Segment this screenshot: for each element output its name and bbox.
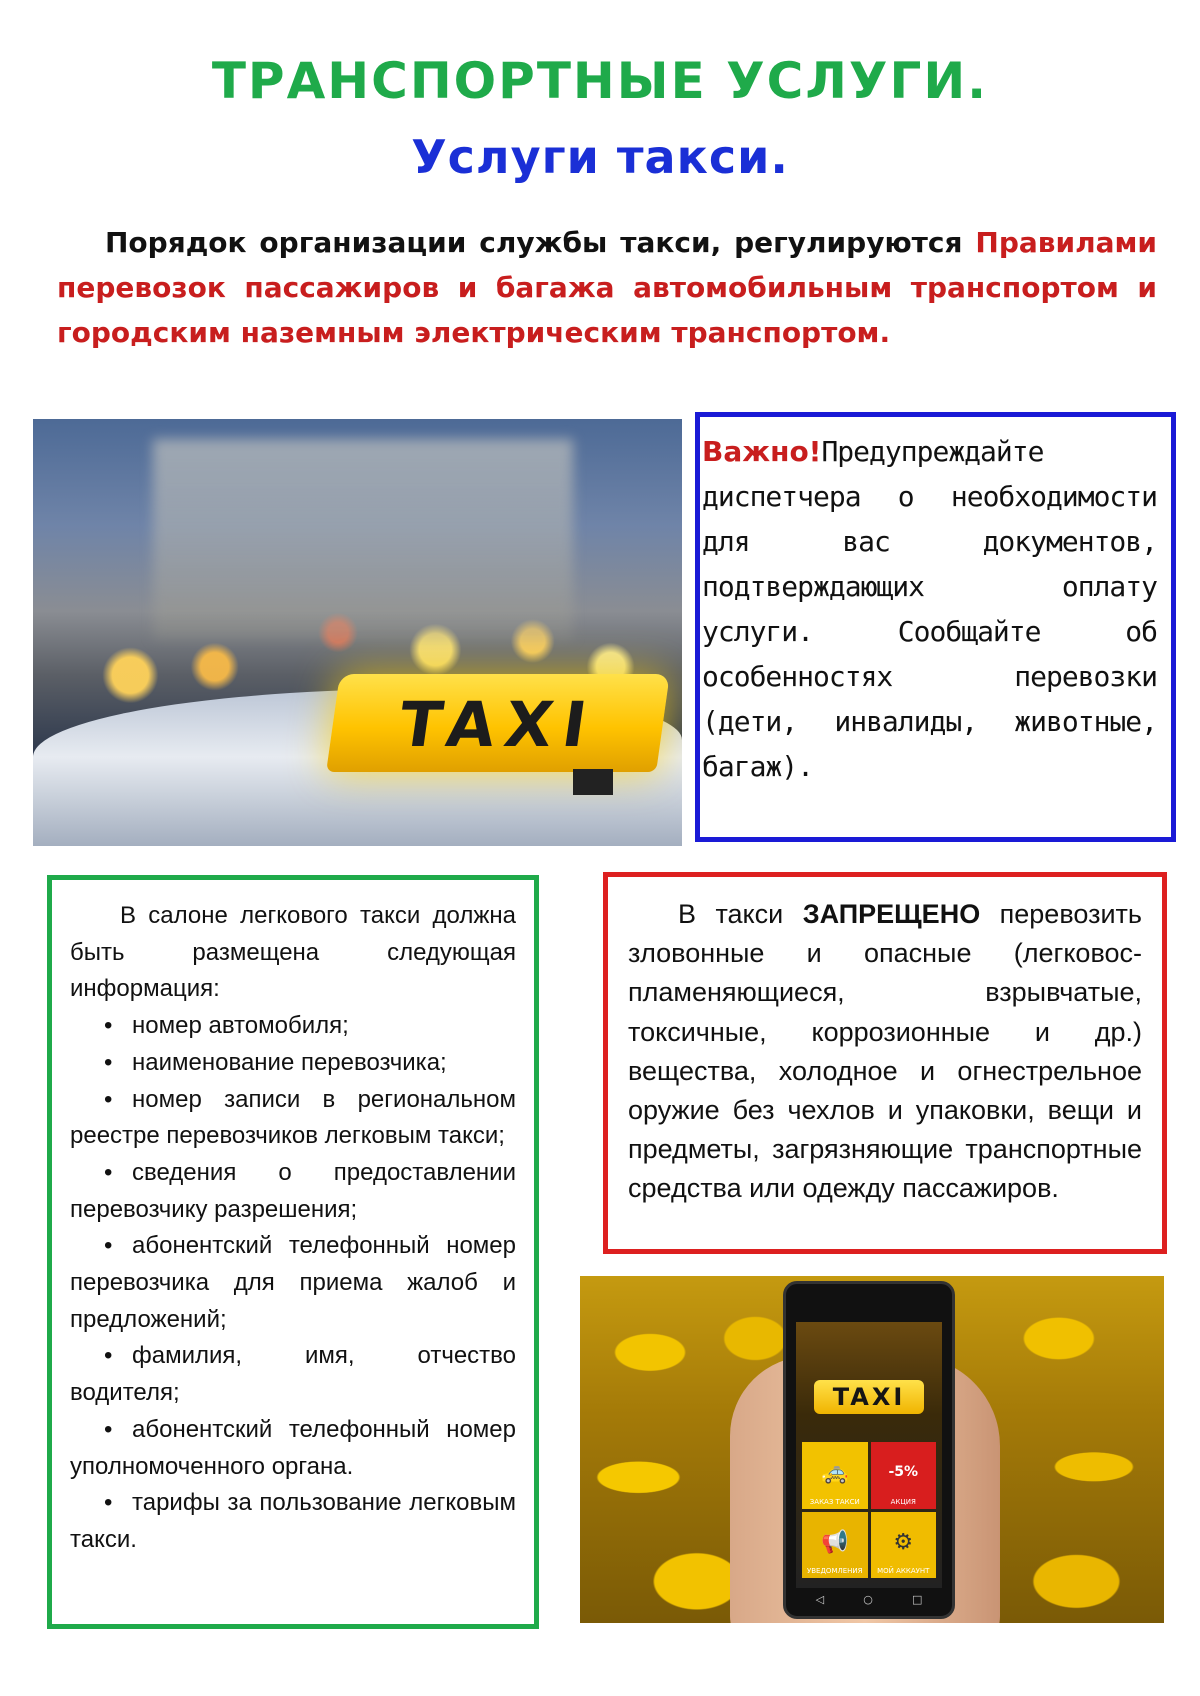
phone-screen: [796, 1322, 942, 1588]
bullet-icon: •: [104, 1158, 113, 1186]
page-subtitle: Услуги такси.: [411, 130, 789, 184]
prohibited-emphasis: ЗАПРЕЩЕНО: [802, 899, 981, 929]
bullet-icon: •: [104, 1415, 113, 1443]
list-item-text: наименование перевозчика;: [132, 1048, 447, 1076]
intro-paragraph: [57, 220, 1157, 355]
cabin-info-list: [70, 1008, 516, 1559]
discount-icon: -5%: [888, 1464, 919, 1480]
intro-highlight-text: Правилами перевозок пассажиров и багажа автомобильным транспортом и городским наземным электрическим транспортом.: [57, 226, 1158, 349]
list-item: [70, 1412, 516, 1485]
app-tile-order: [802, 1442, 868, 1509]
list-item: [70, 1045, 516, 1082]
list-item-text: номер записи в региональном реестре перевозчиков легковым такси;: [70, 1085, 516, 1150]
prohibited-paragraph: [628, 895, 1142, 1209]
app-taxi-sign: TAXI: [814, 1380, 924, 1414]
prohibited-before-text: В такси: [678, 899, 784, 929]
app-tile-label: МОЙ АККАУНТ: [877, 1567, 930, 1575]
app-tile-account: [871, 1512, 937, 1579]
app-tile-promo: [871, 1442, 937, 1509]
bullet-icon: •: [104, 1232, 113, 1260]
cabin-info-box: [47, 875, 539, 1629]
phone-navbar: [796, 1588, 942, 1610]
blurred-building: [153, 439, 573, 639]
megaphone-icon: 📢: [821, 1529, 849, 1555]
intro-plain-text: Порядок организации службы такси, регулируются: [105, 226, 963, 259]
cabin-info-lead: [70, 898, 516, 1008]
bullet-icon: •: [104, 1489, 113, 1517]
taxi-app-photo: [580, 1276, 1164, 1623]
cabin-info-lead-text: В салоне легкового такси должна быть размещена следующая информация:: [70, 902, 516, 1003]
bullet-icon: •: [104, 1048, 113, 1076]
sign-stand: [573, 769, 613, 795]
list-item-text: тарифы за пользование легковым такси.: [70, 1489, 516, 1553]
list-item-text: абонентский телефонный номер уполномоченного органа.: [70, 1415, 516, 1480]
list-item: [70, 1338, 516, 1411]
list-item: [70, 1228, 516, 1338]
app-tiles: [802, 1442, 936, 1578]
bullet-icon: •: [104, 1085, 113, 1113]
bullet-icon: •: [104, 1342, 113, 1370]
smartphone: [783, 1281, 955, 1619]
list-item: [70, 1485, 516, 1558]
list-item: [70, 1008, 516, 1045]
bullet-icon: •: [104, 1012, 113, 1040]
important-text: Предупреждайте диспетчера о необходимости для вас документов, подтверждающих оплату услуги. Сообщайте об особенностях перевозки (дети, инвалиды, животные, багаж).: [702, 435, 1157, 783]
app-tile-label: УВЕДОМЛЕНИЯ: [806, 1567, 863, 1575]
home-icon: ○: [863, 1592, 873, 1606]
car-icon: 🚕: [821, 1460, 849, 1485]
list-item-text: номер автомобиля;: [132, 1012, 349, 1040]
prohibited-box: [603, 872, 1167, 1254]
recents-icon: □: [912, 1592, 923, 1606]
page-title: ТРАНСПОРТНЫЕ УСЛУГИ.: [211, 52, 989, 110]
app-tile-notifications: [802, 1512, 868, 1579]
list-item: [70, 1082, 516, 1155]
app-tile-label: ЗАКАЗ ТАКСИ: [809, 1497, 860, 1506]
taxi-roof-sign: [326, 674, 670, 772]
prohibited-after-text: перевозить зловонные и опасные (легковос-пламеняющиеся, взрывчатые, токсичные, коррозионные и др.) вещества, холодное и огнестрельное оружие без чехлов и упаковки, вещи и предметы, загрязняющие транспортные средства или одежду пассажиров.: [628, 899, 1142, 1204]
list-item-text: абонентский телефонный номер перевозчика для приема жалоб и предложений;: [70, 1232, 516, 1333]
app-tile-label: АКЦИЯ: [890, 1497, 916, 1506]
list-item-text: сведения о предоставлении перевозчику разрешения;: [70, 1158, 516, 1223]
user-icon: ⚙: [893, 1529, 914, 1555]
important-label: Важно!: [702, 435, 822, 468]
taxi-sign-text: TAXI: [394, 688, 602, 761]
important-paragraph: [702, 429, 1157, 789]
taxi-sign-photo: [33, 419, 682, 846]
list-item: [70, 1155, 516, 1228]
back-icon: ◁: [815, 1592, 825, 1606]
important-box: [695, 412, 1176, 842]
list-item-text: фамилия, имя, отчество водителя;: [70, 1342, 516, 1407]
